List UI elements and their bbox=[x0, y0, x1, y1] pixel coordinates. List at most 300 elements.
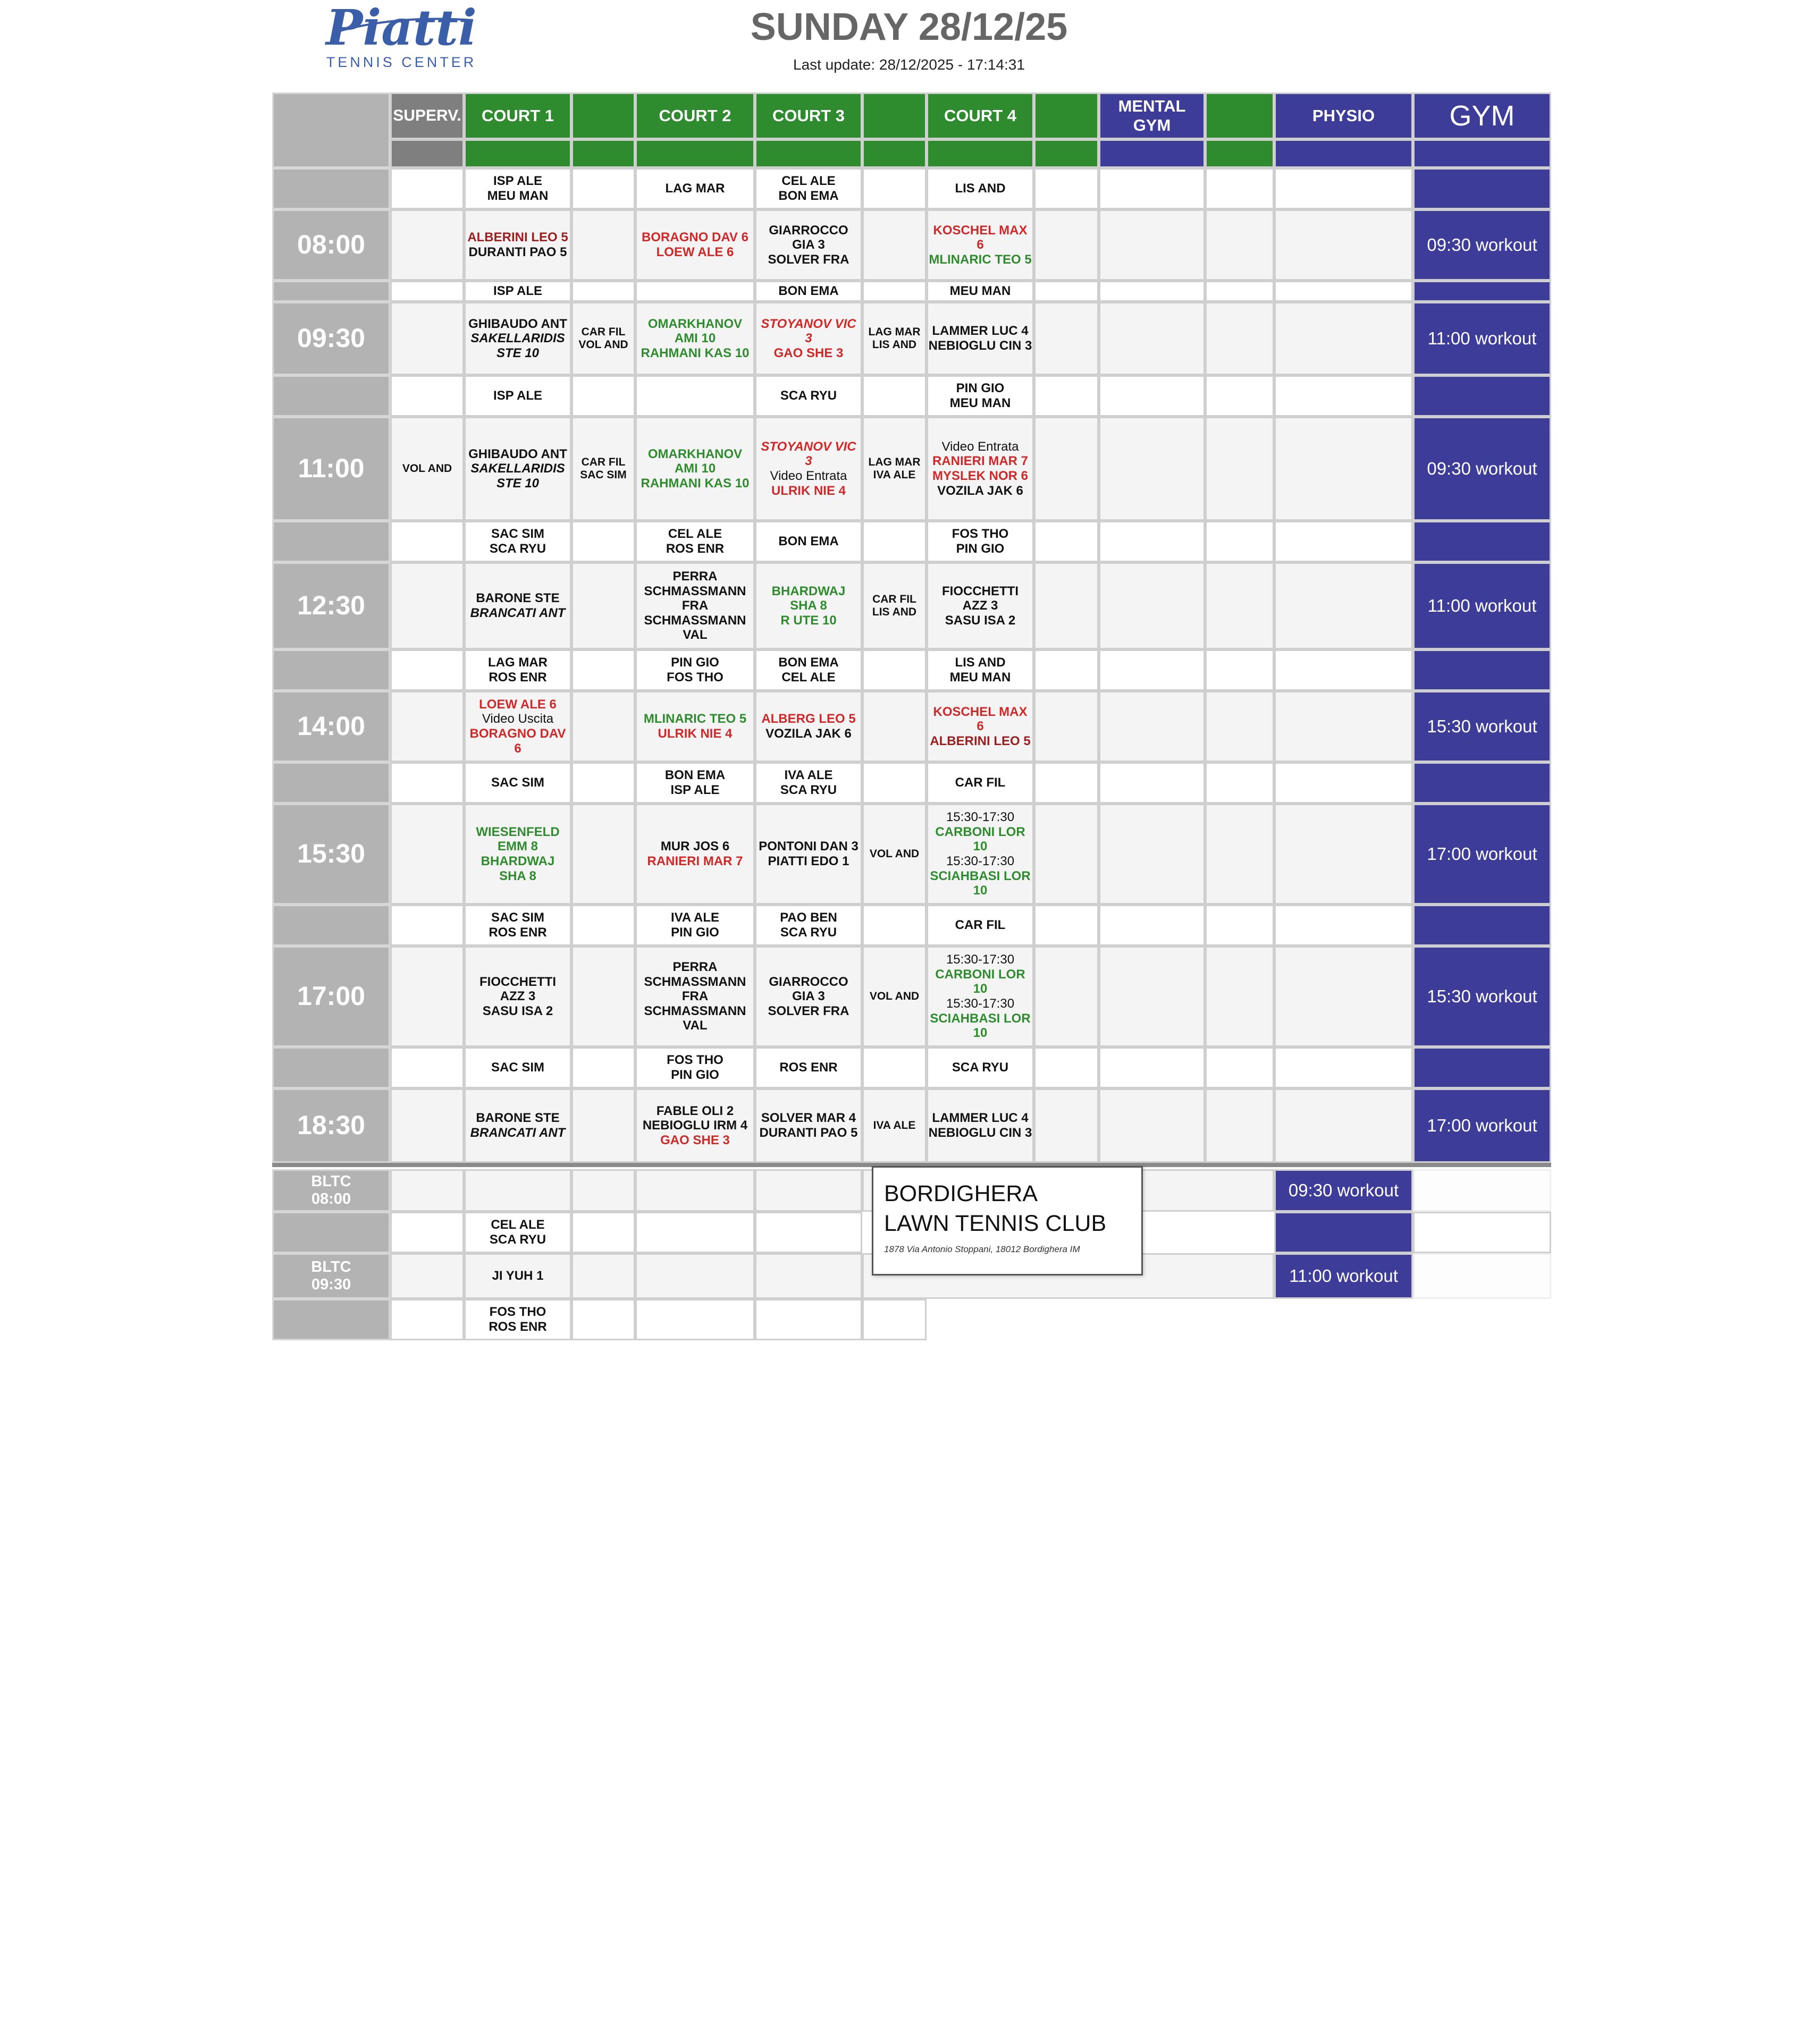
header-court-1b bbox=[571, 92, 635, 139]
pre-mgb bbox=[1205, 521, 1274, 562]
cell-entry: GHIBAUDO ANT bbox=[468, 316, 567, 331]
header-mental-gym-b bbox=[1205, 92, 1274, 139]
main-sup bbox=[390, 1088, 464, 1163]
cell-entry: CEL ALE bbox=[491, 1218, 545, 1232]
pre-c4b bbox=[1034, 168, 1099, 209]
pre-c4b bbox=[1034, 905, 1099, 946]
cell-entry: SCHMASSMANN VAL bbox=[644, 1003, 746, 1033]
header-court-3b-sub bbox=[862, 139, 927, 168]
cell-entry: ALBERINI LEO 5 bbox=[467, 230, 568, 245]
gym-pre bbox=[1413, 521, 1551, 562]
header-court-3-sub bbox=[755, 139, 862, 168]
cell-entry: CAR FIL bbox=[955, 775, 1006, 790]
header-superv-sub bbox=[390, 139, 464, 168]
gym-workout bbox=[1413, 946, 1551, 1047]
main-c1b bbox=[571, 804, 635, 905]
cell-entry: Video Entrata bbox=[770, 469, 847, 483]
cell-entry: ROS ENR bbox=[489, 670, 547, 685]
cell-entry: GIARROCCO GIA 3 bbox=[769, 223, 848, 252]
pre-c1b bbox=[571, 521, 635, 562]
gym-pre bbox=[1413, 649, 1551, 691]
pre-c4 bbox=[927, 281, 1034, 302]
main-c4 bbox=[927, 417, 1034, 521]
bltc-c1 bbox=[464, 1253, 571, 1299]
pre-c3b bbox=[862, 281, 927, 302]
pre-c3 bbox=[755, 905, 862, 946]
bltc-c1b bbox=[571, 1253, 635, 1299]
svg-text:TENNIS CENTER: TENNIS CENTER bbox=[326, 54, 477, 70]
cell-entry: ISP ALE bbox=[493, 174, 543, 189]
bltc-c2 bbox=[635, 1253, 755, 1299]
bltc-sup bbox=[390, 1253, 464, 1299]
cell-entry: ULRIK NIE 4 bbox=[658, 727, 733, 741]
main-c3 bbox=[755, 1088, 862, 1163]
pre-c3b bbox=[862, 375, 927, 417]
cell-entry: SCHMASSMANN FRA bbox=[644, 974, 746, 1004]
cell-entry: 09:30 workout bbox=[1427, 235, 1537, 255]
pre-c2 bbox=[635, 168, 755, 209]
cell-entry: FOS THO bbox=[952, 527, 1009, 542]
pre-c3b bbox=[862, 762, 927, 804]
main-mg bbox=[1099, 302, 1205, 375]
main-ph bbox=[1274, 417, 1413, 521]
cell-entry: 17:00 workout bbox=[1427, 844, 1537, 864]
main-c2 bbox=[635, 691, 755, 762]
pre-c1b bbox=[571, 762, 635, 804]
cell-entry: PONTONI DAN 3 bbox=[759, 839, 858, 854]
cell-entry: JI YUH 1 bbox=[492, 1269, 544, 1283]
pre-c3 bbox=[755, 168, 862, 209]
cell-entry: SOLVER FRA bbox=[768, 1003, 849, 1018]
gym-pre bbox=[1413, 375, 1551, 417]
cell-entry: STOYANOV VIC 3 bbox=[761, 316, 856, 346]
cell-entry: CAR FIL bbox=[581, 455, 626, 468]
main-mgb bbox=[1205, 804, 1274, 905]
main-c4 bbox=[927, 946, 1034, 1047]
cell-entry: FIOCCHETTI AZZ 3 bbox=[479, 974, 556, 1004]
main-c4b bbox=[1034, 946, 1099, 1047]
cell-entry: 15:30-17:30 bbox=[946, 810, 1015, 825]
cell-entry: RANIERI MAR 7 bbox=[932, 454, 1028, 469]
pre-mg bbox=[1099, 1047, 1205, 1088]
pre-c1 bbox=[464, 521, 571, 562]
bltc-pre-c1b bbox=[571, 1299, 635, 1340]
cell-entry: MEU MAN bbox=[487, 189, 549, 203]
main-mg bbox=[1099, 562, 1205, 649]
pre-c3 bbox=[755, 649, 862, 691]
cell-entry: 11:00 workout bbox=[1427, 328, 1537, 349]
cell-entry: IVA ALE bbox=[873, 1119, 916, 1131]
cell-entry: BON EMA bbox=[778, 655, 839, 670]
cell-entry: CARBONI LOR 10 bbox=[935, 824, 1025, 854]
main-c4 bbox=[927, 804, 1034, 905]
header-court-3 bbox=[755, 92, 862, 139]
cell-entry: MEU MAN bbox=[949, 284, 1011, 299]
cell-entry: 11:00 workout bbox=[1289, 1266, 1398, 1286]
main-c1 bbox=[464, 946, 571, 1047]
gym-pre bbox=[1413, 762, 1551, 804]
pre-c3b bbox=[862, 521, 927, 562]
bltc-time-label bbox=[272, 1169, 390, 1212]
cell-entry: DURANTI PAO 5 bbox=[468, 245, 567, 259]
main-c4b bbox=[1034, 417, 1099, 521]
cell-entry: RAHMANI KAS 10 bbox=[641, 345, 750, 360]
header-court-2-sub bbox=[635, 139, 755, 168]
pre-ph bbox=[1274, 168, 1413, 209]
schedule-grid bbox=[272, 92, 1546, 2044]
slot-pre-label bbox=[272, 521, 390, 562]
main-c4 bbox=[927, 562, 1034, 649]
pre-sup bbox=[390, 168, 464, 209]
cell-entry: SCA RYU bbox=[780, 388, 837, 403]
bltc-c3 bbox=[755, 1169, 862, 1212]
header-court-3b bbox=[862, 92, 927, 139]
pre-c2 bbox=[635, 762, 755, 804]
cell-entry: COURT 3 bbox=[772, 106, 845, 125]
pre-c3 bbox=[755, 521, 862, 562]
bltc-pre-c3 bbox=[755, 1212, 862, 1253]
slot-pre-label bbox=[272, 905, 390, 946]
cell-entry: FOS THO bbox=[667, 670, 723, 685]
cell-entry: DURANTI PAO 5 bbox=[759, 1126, 858, 1140]
cell-entry: LIS AND bbox=[872, 606, 917, 618]
main-sup bbox=[390, 804, 464, 905]
time-label bbox=[272, 691, 390, 762]
cell-entry: VOZILA JAK 6 bbox=[765, 727, 852, 741]
cell-entry: NEBIOGLU CIN 3 bbox=[928, 1126, 1032, 1140]
main-c3 bbox=[755, 691, 862, 762]
main-c3b bbox=[862, 302, 927, 375]
main-c4b bbox=[1034, 209, 1099, 281]
pre-c1 bbox=[464, 1047, 571, 1088]
cell-entry: CAR FIL bbox=[955, 918, 1006, 933]
cell-entry: SASU ISA 2 bbox=[945, 613, 1016, 628]
pre-c3b bbox=[862, 649, 927, 691]
pre-c4 bbox=[927, 168, 1034, 209]
cell-entry: ROS ENR bbox=[666, 542, 725, 556]
main-mg bbox=[1099, 417, 1205, 521]
cell-entry: ULRIK NIE 4 bbox=[771, 483, 846, 498]
time-label bbox=[272, 417, 390, 521]
main-c3b bbox=[862, 946, 927, 1047]
pre-c3 bbox=[755, 375, 862, 417]
cell-entry: VOZILA JAK 6 bbox=[937, 483, 1023, 498]
cell-entry: SCHMASSMANN VAL bbox=[644, 613, 746, 643]
time-label bbox=[272, 209, 390, 281]
main-c3 bbox=[755, 804, 862, 905]
cell-entry: R UTE 10 bbox=[780, 613, 837, 628]
main-c3b bbox=[862, 417, 927, 521]
main-c3 bbox=[755, 302, 862, 375]
main-c2 bbox=[635, 562, 755, 649]
cell-entry: Video Uscita bbox=[482, 712, 554, 727]
cell-entry: LIS AND bbox=[872, 339, 917, 351]
pre-c4 bbox=[927, 649, 1034, 691]
main-c3b bbox=[862, 562, 927, 649]
bltc-sup bbox=[390, 1169, 464, 1212]
main-c1b bbox=[571, 302, 635, 375]
cell-entry: 15:30-17:30 bbox=[946, 854, 1015, 868]
main-c1 bbox=[464, 562, 571, 649]
cell-entry: SOLVER FRA bbox=[768, 252, 849, 267]
main-ph bbox=[1274, 691, 1413, 762]
cell-entry: BHARDWAJ SHA 8 bbox=[481, 854, 555, 883]
cell-entry: SCIAHBASI LOR 10 bbox=[930, 1011, 1031, 1041]
cell-entry: MEU MAN bbox=[949, 670, 1011, 685]
main-sup bbox=[390, 302, 464, 375]
cell-entry: ROS ENR bbox=[779, 1060, 838, 1075]
cell-entry: ALBERINI LEO 5 bbox=[930, 733, 1031, 748]
pre-c1 bbox=[464, 762, 571, 804]
pre-c1b bbox=[571, 649, 635, 691]
pre-mgb bbox=[1205, 168, 1274, 209]
cell-entry: SAKELLARIDIS STE 10 bbox=[470, 461, 565, 491]
cell-entry: LOEW ALE 6 bbox=[479, 697, 557, 712]
cell-entry: 15:30 workout bbox=[1427, 716, 1537, 737]
gym-pre bbox=[1413, 1047, 1551, 1088]
main-c4b bbox=[1034, 804, 1099, 905]
cell-entry: BLTC 08:00 bbox=[311, 1172, 351, 1207]
cell-entry: RANIERI MAR 7 bbox=[647, 854, 743, 868]
cell-entry: PIATTI EDO 1 bbox=[768, 854, 849, 868]
main-c1 bbox=[464, 691, 571, 762]
cell-entry: KOSCHEL MAX 6 bbox=[933, 223, 1028, 252]
cell-entry: 18:30 bbox=[297, 1110, 365, 1141]
main-sup bbox=[390, 562, 464, 649]
main-c1b bbox=[571, 1088, 635, 1163]
bltc-time-label bbox=[272, 1253, 390, 1299]
header-gym-sub bbox=[1413, 139, 1551, 168]
cell-entry: COURT 2 bbox=[659, 106, 731, 125]
bltc-pre-c1 bbox=[464, 1212, 571, 1253]
gym-pre bbox=[1413, 281, 1551, 302]
pre-ph bbox=[1274, 281, 1413, 302]
cell-entry: ISP ALE bbox=[493, 284, 543, 299]
bltc-pre-sup bbox=[390, 1212, 464, 1253]
bltc-pre-label bbox=[272, 1212, 390, 1253]
cell-entry: MUR JOS 6 bbox=[660, 839, 730, 854]
cell-entry: VOL AND bbox=[869, 847, 920, 860]
bltc-physio-workout bbox=[1274, 1253, 1413, 1299]
pre-sup bbox=[390, 281, 464, 302]
main-mg bbox=[1099, 804, 1205, 905]
cell-entry: 17:00 bbox=[297, 981, 365, 1011]
main-mgb bbox=[1205, 417, 1274, 521]
cell-entry: CAR FIL bbox=[581, 325, 626, 338]
cell-entry: 11:00 bbox=[298, 453, 365, 484]
main-c3 bbox=[755, 417, 862, 521]
cell-entry: GHIBAUDO ANT bbox=[468, 446, 567, 461]
pre-mgb bbox=[1205, 1047, 1274, 1088]
cell-entry: PERRA bbox=[672, 960, 718, 975]
cell-entry: LAG MAR bbox=[665, 181, 725, 196]
cell-entry: CAR FIL bbox=[872, 593, 916, 605]
main-c1b bbox=[571, 417, 635, 521]
cell-entry: NEBIOGLU CIN 3 bbox=[928, 339, 1032, 353]
header-gym bbox=[1413, 92, 1551, 139]
cell-entry: SCA RYU bbox=[952, 1060, 1009, 1075]
pre-c2 bbox=[635, 375, 755, 417]
main-mgb bbox=[1205, 691, 1274, 762]
cell-entry: SAC SIM bbox=[491, 775, 544, 790]
main-c2 bbox=[635, 946, 755, 1047]
pre-c1 bbox=[464, 905, 571, 946]
main-c3b bbox=[862, 209, 927, 281]
bltc-gym bbox=[1413, 1253, 1551, 1299]
cell-entry: ISP ALE bbox=[493, 388, 543, 403]
bltc-pre-c1b bbox=[571, 1212, 635, 1253]
main-mg bbox=[1099, 691, 1205, 762]
pre-c1 bbox=[464, 375, 571, 417]
main-mgb bbox=[1205, 302, 1274, 375]
cell-entry: CEL ALE bbox=[668, 527, 722, 542]
cell-entry: GYM bbox=[1449, 99, 1515, 132]
cell-entry: 15:30-17:30 bbox=[946, 996, 1015, 1011]
gym-workout bbox=[1413, 302, 1551, 375]
main-c2 bbox=[635, 804, 755, 905]
main-c1 bbox=[464, 1088, 571, 1163]
pre-ph bbox=[1274, 375, 1413, 417]
cell-entry: ROS ENR bbox=[489, 1320, 547, 1334]
pre-mgb bbox=[1205, 649, 1274, 691]
cell-entry: IVA ALE bbox=[670, 910, 720, 925]
bltc-pre-physio bbox=[1274, 1212, 1413, 1253]
main-c3 bbox=[755, 562, 862, 649]
cell-entry: GIARROCCO GIA 3 bbox=[769, 974, 848, 1004]
pre-mg bbox=[1099, 168, 1205, 209]
cell-entry: BON EMA bbox=[778, 534, 839, 549]
main-mgb bbox=[1205, 946, 1274, 1047]
pre-c4b bbox=[1034, 649, 1099, 691]
cell-entry: PIN GIO bbox=[956, 542, 1005, 556]
cell-entry: SCA RYU bbox=[489, 542, 546, 556]
cell-entry: SCIAHBASI LOR 10 bbox=[930, 868, 1031, 898]
cell-entry: BON EMA bbox=[664, 768, 726, 783]
main-c3b bbox=[862, 691, 927, 762]
bltc-c1b bbox=[571, 1169, 635, 1212]
cell-entry: SCA RYU bbox=[489, 1232, 546, 1247]
cell-entry: FOS THO bbox=[667, 1053, 723, 1068]
cell-entry: CARBONI LOR 10 bbox=[935, 967, 1025, 996]
main-c4b bbox=[1034, 691, 1099, 762]
pre-c4b bbox=[1034, 762, 1099, 804]
pre-c2 bbox=[635, 281, 755, 302]
header-superv bbox=[390, 92, 464, 139]
pre-c4 bbox=[927, 375, 1034, 417]
pre-c2 bbox=[635, 521, 755, 562]
main-ph bbox=[1274, 562, 1413, 649]
cell-entry: 11:00 workout bbox=[1427, 596, 1537, 616]
bltc-pre-c2 bbox=[635, 1212, 755, 1253]
bltc-pre-wide bbox=[862, 1299, 927, 1340]
main-c4 bbox=[927, 209, 1034, 281]
cell-entry: BON EMA bbox=[778, 189, 839, 203]
page-header bbox=[0, 0, 1818, 90]
cell-entry: BLTC 09:30 bbox=[311, 1258, 351, 1293]
pre-mg bbox=[1099, 762, 1205, 804]
cell-entry: SAC SIM bbox=[491, 1060, 544, 1075]
piatti-logo bbox=[319, 4, 484, 73]
cell-entry: LAG MAR bbox=[868, 455, 921, 468]
header-court-4b bbox=[1034, 92, 1099, 139]
cell-entry: PIN GIO bbox=[956, 381, 1005, 396]
cell-entry: LIS AND bbox=[955, 181, 1006, 196]
cell-entry: 15:30 workout bbox=[1427, 986, 1537, 1007]
main-ph bbox=[1274, 209, 1413, 281]
main-c4 bbox=[927, 691, 1034, 762]
main-c4 bbox=[927, 1088, 1034, 1163]
cell-entry: IVA ALE bbox=[873, 469, 916, 481]
cell-entry: MYSLEK NOR 6 bbox=[932, 469, 1029, 483]
cell-entry: MLINARIC TEO 5 bbox=[643, 712, 747, 727]
cell-entry: 17:00 workout bbox=[1427, 1116, 1537, 1136]
bltc-pre-label bbox=[272, 1299, 390, 1340]
cell-entry: PIN GIO bbox=[671, 925, 719, 940]
cell-entry: 09:30 workout bbox=[1288, 1180, 1399, 1201]
pre-sup bbox=[390, 375, 464, 417]
main-c1b bbox=[571, 946, 635, 1047]
cell-entry: BRANCATI ANT bbox=[470, 606, 566, 620]
cell-entry: MENTAL GYM bbox=[1118, 97, 1186, 134]
main-c1b bbox=[571, 209, 635, 281]
cell-entry: 12:30 bbox=[297, 590, 365, 621]
main-mg bbox=[1099, 946, 1205, 1047]
gym-workout bbox=[1413, 562, 1551, 649]
cell-entry: CEL ALE bbox=[781, 670, 836, 685]
cell-entry: GAO SHE 3 bbox=[773, 345, 844, 360]
cell-entry: 09:30 workout bbox=[1427, 459, 1537, 479]
pre-mg bbox=[1099, 649, 1205, 691]
pre-c1 bbox=[464, 168, 571, 209]
main-ph bbox=[1274, 946, 1413, 1047]
pre-sup bbox=[390, 762, 464, 804]
pre-c2 bbox=[635, 905, 755, 946]
cell-entry: BARONE STE bbox=[476, 591, 560, 606]
pre-mg bbox=[1099, 375, 1205, 417]
main-c3b bbox=[862, 1088, 927, 1163]
cell-entry: PERRA bbox=[672, 569, 718, 584]
slot-pre-label bbox=[272, 168, 390, 209]
pre-c4 bbox=[927, 762, 1034, 804]
pre-sup bbox=[390, 521, 464, 562]
bltc-pre-c3 bbox=[755, 1299, 862, 1340]
main-c2 bbox=[635, 209, 755, 281]
cell-entry: VOL AND bbox=[402, 462, 452, 475]
pre-c1 bbox=[464, 649, 571, 691]
pre-sup bbox=[390, 649, 464, 691]
time-label bbox=[272, 946, 390, 1047]
header-court-4 bbox=[927, 92, 1034, 139]
pre-c4 bbox=[927, 905, 1034, 946]
cell-entry: 15:30-17:30 bbox=[946, 952, 1015, 967]
main-sup bbox=[390, 417, 464, 521]
header-mental-gym bbox=[1099, 92, 1205, 139]
cell-entry: FABLE OLI 2 bbox=[656, 1103, 734, 1118]
gym-workout bbox=[1413, 804, 1551, 905]
cell-entry: LAG MAR bbox=[488, 655, 548, 670]
cell-entry: BORAGNO DAV 6 bbox=[642, 230, 748, 245]
gym-pre bbox=[1413, 905, 1551, 946]
cell-entry: SOLVER MAR 4 bbox=[761, 1111, 856, 1126]
pre-mg bbox=[1099, 281, 1205, 302]
cell-entry: PIN GIO bbox=[671, 655, 719, 670]
main-ph bbox=[1274, 804, 1413, 905]
cell-entry: MLINARIC TEO 5 bbox=[929, 252, 1032, 267]
time-label bbox=[272, 302, 390, 375]
pre-c1b bbox=[571, 905, 635, 946]
cell-entry: BRANCATI ANT bbox=[470, 1126, 566, 1140]
cell-entry: GAO SHE 3 bbox=[660, 1133, 730, 1147]
